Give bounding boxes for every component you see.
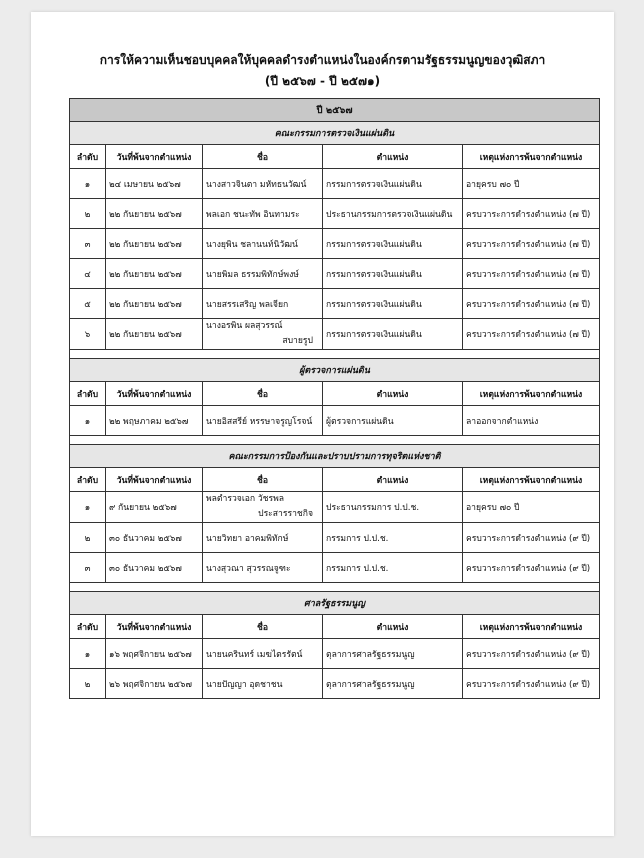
cell-name: นายปัญญา อุดชาชน [203, 669, 323, 699]
table-row [70, 199, 600, 229]
document-page [31, 12, 614, 836]
spacer-row [70, 436, 600, 445]
cell-position: กรรมการตรวจเงินแผ่นดิน [323, 229, 463, 259]
cell-position: กรรมการ ป.ป.ช. [323, 553, 463, 583]
cell-date: ๒๖ พฤศจิกายน ๒๕๖๗ [106, 669, 203, 699]
officials-table [69, 98, 600, 699]
cell-reason: ครบวาระการดำรงตำแหน่ง (๗ ปี) [463, 229, 600, 259]
cell-no: ๒ [70, 523, 106, 553]
document-title [31, 50, 614, 92]
title-line-2: (ปี ๒๕๖๗ - ปี ๒๕๗๑) [264, 74, 381, 88]
section-title: คณะกรรมการป้องกันและปราบปรามการทุจริตแห่งชาติ [70, 445, 600, 468]
cell-date: ๒๒ กันยายน ๒๕๖๗ [106, 289, 203, 319]
cell-position: กรรมการตรวจเงินแผ่นดิน [323, 259, 463, 289]
table-row [70, 523, 600, 553]
table-row [70, 492, 600, 523]
cell-reason: ครบวาระการดำรงตำแหน่ง (๙ ปี) [463, 523, 600, 553]
cell-reason: อายุครบ ๗๐ ปี [463, 492, 600, 523]
table-row [70, 406, 600, 436]
year-label: ปี ๒๕๖๗ [70, 99, 600, 122]
cell-position: กรรมการตรวจเงินแผ่นดิน [323, 289, 463, 319]
section-title-row [70, 592, 600, 615]
cell-no: ๓ [70, 553, 106, 583]
header-name: ชื่อ [203, 615, 323, 639]
table-row [70, 553, 600, 583]
cell-date: ๑๖ พฤศจิกายน ๒๕๖๗ [106, 639, 203, 669]
title-line-1: การให้ความเห็นชอบบุคคลให้บุคคลดำรงตำแหน่งในองค์กรตามรัฐธรรมนูญของวุฒิสภา [99, 53, 546, 67]
cell-position: ประธานกรรมการ ป.ป.ช. [323, 492, 463, 523]
header-reason: เหตุแห่งการพ้นจากตำแหน่ง [463, 382, 600, 406]
header-no: ลำดับ [70, 615, 106, 639]
spacer-row [70, 583, 600, 592]
header-date: วันที่พ้นจากตำแหน่ง [106, 468, 203, 492]
column-header-row [70, 382, 600, 406]
cell-date: ๒๒ พฤษภาคม ๒๕๖๗ [106, 406, 203, 436]
section-title-row [70, 359, 600, 382]
header-no: ลำดับ [70, 382, 106, 406]
cell-name: นายวิทยา อาคมพิทักษ์ [203, 523, 323, 553]
cell-no: ๑ [70, 639, 106, 669]
cell-position: ประธานกรรมการตรวจเงินแผ่นดิน [323, 199, 463, 229]
table-row [70, 319, 600, 350]
cell-date: ๒๒ กันยายน ๒๕๖๗ [106, 319, 203, 350]
header-reason: เหตุแห่งการพ้นจากตำแหน่ง [463, 615, 600, 639]
cell-no: ๕ [70, 289, 106, 319]
cell-reason: ครบวาระการดำรงตำแหน่ง (๗ ปี) [463, 259, 600, 289]
cell-name: นางสาวจินตา มหัทธนวัฒน์ [203, 169, 323, 199]
spacer-cell [70, 350, 600, 359]
table-row [70, 169, 600, 199]
header-position: ตำแหน่ง [323, 382, 463, 406]
header-date: วันที่พ้นจากตำแหน่ง [106, 145, 203, 169]
cell-no: ๒ [70, 199, 106, 229]
cell-position: กรรมการตรวจเงินแผ่นดิน [323, 319, 463, 350]
cell-name [203, 319, 323, 350]
column-header-row [70, 468, 600, 492]
cell-no: ๑ [70, 169, 106, 199]
cell-date: ๓๐ ธันวาคม ๒๕๖๗ [106, 523, 203, 553]
cell-reason: ครบวาระการดำรงตำแหน่ง (๙ ปี) [463, 553, 600, 583]
header-date: วันที่พ้นจากตำแหน่ง [106, 615, 203, 639]
cell-no: ๑ [70, 406, 106, 436]
table-row [70, 229, 600, 259]
cell-reason: ครบวาระการดำรงตำแหน่ง (๗ ปี) [463, 199, 600, 229]
cell-date: ๒๔ เมษายน ๒๕๖๗ [106, 169, 203, 199]
section-title: ผู้ตรวจการแผ่นดิน [70, 359, 600, 382]
cell-name: นายอิสสรีย์ หรรษาจรูญโรจน์ [203, 406, 323, 436]
cell-name: นายนครินทร์ เมฆไตรรัตน์ [203, 639, 323, 669]
cell-reason: ครบวาระการดำรงตำแหน่ง (๗ ปี) [463, 319, 600, 350]
cell-no: ๖ [70, 319, 106, 350]
name-line-2: ประสารราชกิจ [258, 509, 313, 519]
cell-reason: ครบวาระการดำรงตำแหน่ง (๗ ปี) [463, 289, 600, 319]
cell-position: ตุลาการศาลรัฐธรรมนูญ [323, 669, 463, 699]
column-header-row [70, 145, 600, 169]
header-name: ชื่อ [203, 145, 323, 169]
table-row [70, 639, 600, 669]
cell-date: ๒๒ กันยายน ๒๕๖๗ [106, 259, 203, 289]
cell-position: กรรมการตรวจเงินแผ่นดิน [323, 169, 463, 199]
section-title-row [70, 122, 600, 145]
cell-no: ๒ [70, 669, 106, 699]
cell-date: ๓๐ ธันวาคม ๒๕๖๗ [106, 553, 203, 583]
cell-no: ๓ [70, 229, 106, 259]
header-date: วันที่พ้นจากตำแหน่ง [106, 382, 203, 406]
spacer-cell [70, 583, 600, 592]
cell-name: นายพิมล ธรรมพิทักษ์พงษ์ [203, 259, 323, 289]
table-row [70, 259, 600, 289]
cell-name [203, 492, 323, 523]
header-position: ตำแหน่ง [323, 468, 463, 492]
cell-date: ๙ กันยายน ๒๕๖๗ [106, 492, 203, 523]
header-name: ชื่อ [203, 382, 323, 406]
cell-reason: ครบวาระการดำรงตำแหน่ง (๙ ปี) [463, 669, 600, 699]
year-row [70, 99, 600, 122]
spacer-cell [70, 436, 600, 445]
section-title-row [70, 445, 600, 468]
cell-name: นางยุพิน ชลานนท์นิวัฒน์ [203, 229, 323, 259]
header-position: ตำแหน่ง [323, 145, 463, 169]
spacer-row [70, 350, 600, 359]
column-header-row [70, 615, 600, 639]
cell-reason: ครบวาระการดำรงตำแหน่ง (๙ ปี) [463, 639, 600, 669]
header-name: ชื่อ [203, 468, 323, 492]
cell-position: ผู้ตรวจการแผ่นดิน [323, 406, 463, 436]
header-reason: เหตุแห่งการพ้นจากตำแหน่ง [463, 468, 600, 492]
cell-no: ๑ [70, 492, 106, 523]
cell-name: พลเอก ชนะทัพ อินทามระ [203, 199, 323, 229]
section-title: ศาลรัฐธรรมนูญ [70, 592, 600, 615]
cell-date: ๒๒ กันยายน ๒๕๖๗ [106, 229, 203, 259]
cell-no: ๔ [70, 259, 106, 289]
name-line-2: สบายรูป [282, 336, 313, 346]
cell-name: นายสรรเสริญ พลเจียก [203, 289, 323, 319]
name-line-1: พลตำรวจเอก วัชรพล [206, 494, 285, 504]
cell-position: กรรมการ ป.ป.ช. [323, 523, 463, 553]
cell-reason: อายุครบ ๗๐ ปี [463, 169, 600, 199]
header-no: ลำดับ [70, 468, 106, 492]
cell-date: ๒๒ กันยายน ๒๕๖๗ [106, 199, 203, 229]
name-line-1: นางอรพิน ผลสุวรรณ์ [206, 321, 283, 331]
table-row [70, 289, 600, 319]
section-title: คณะกรรมการตรวจเงินแผ่นดิน [70, 122, 600, 145]
table-row [70, 669, 600, 699]
header-reason: เหตุแห่งการพ้นจากตำแหน่ง [463, 145, 600, 169]
header-position: ตำแหน่ง [323, 615, 463, 639]
cell-name: นางสุวณา สุวรรณจูฑะ [203, 553, 323, 583]
cell-position: ตุลาการศาลรัฐธรรมนูญ [323, 639, 463, 669]
cell-reason: ลาออกจากตำแหน่ง [463, 406, 600, 436]
header-no: ลำดับ [70, 145, 106, 169]
